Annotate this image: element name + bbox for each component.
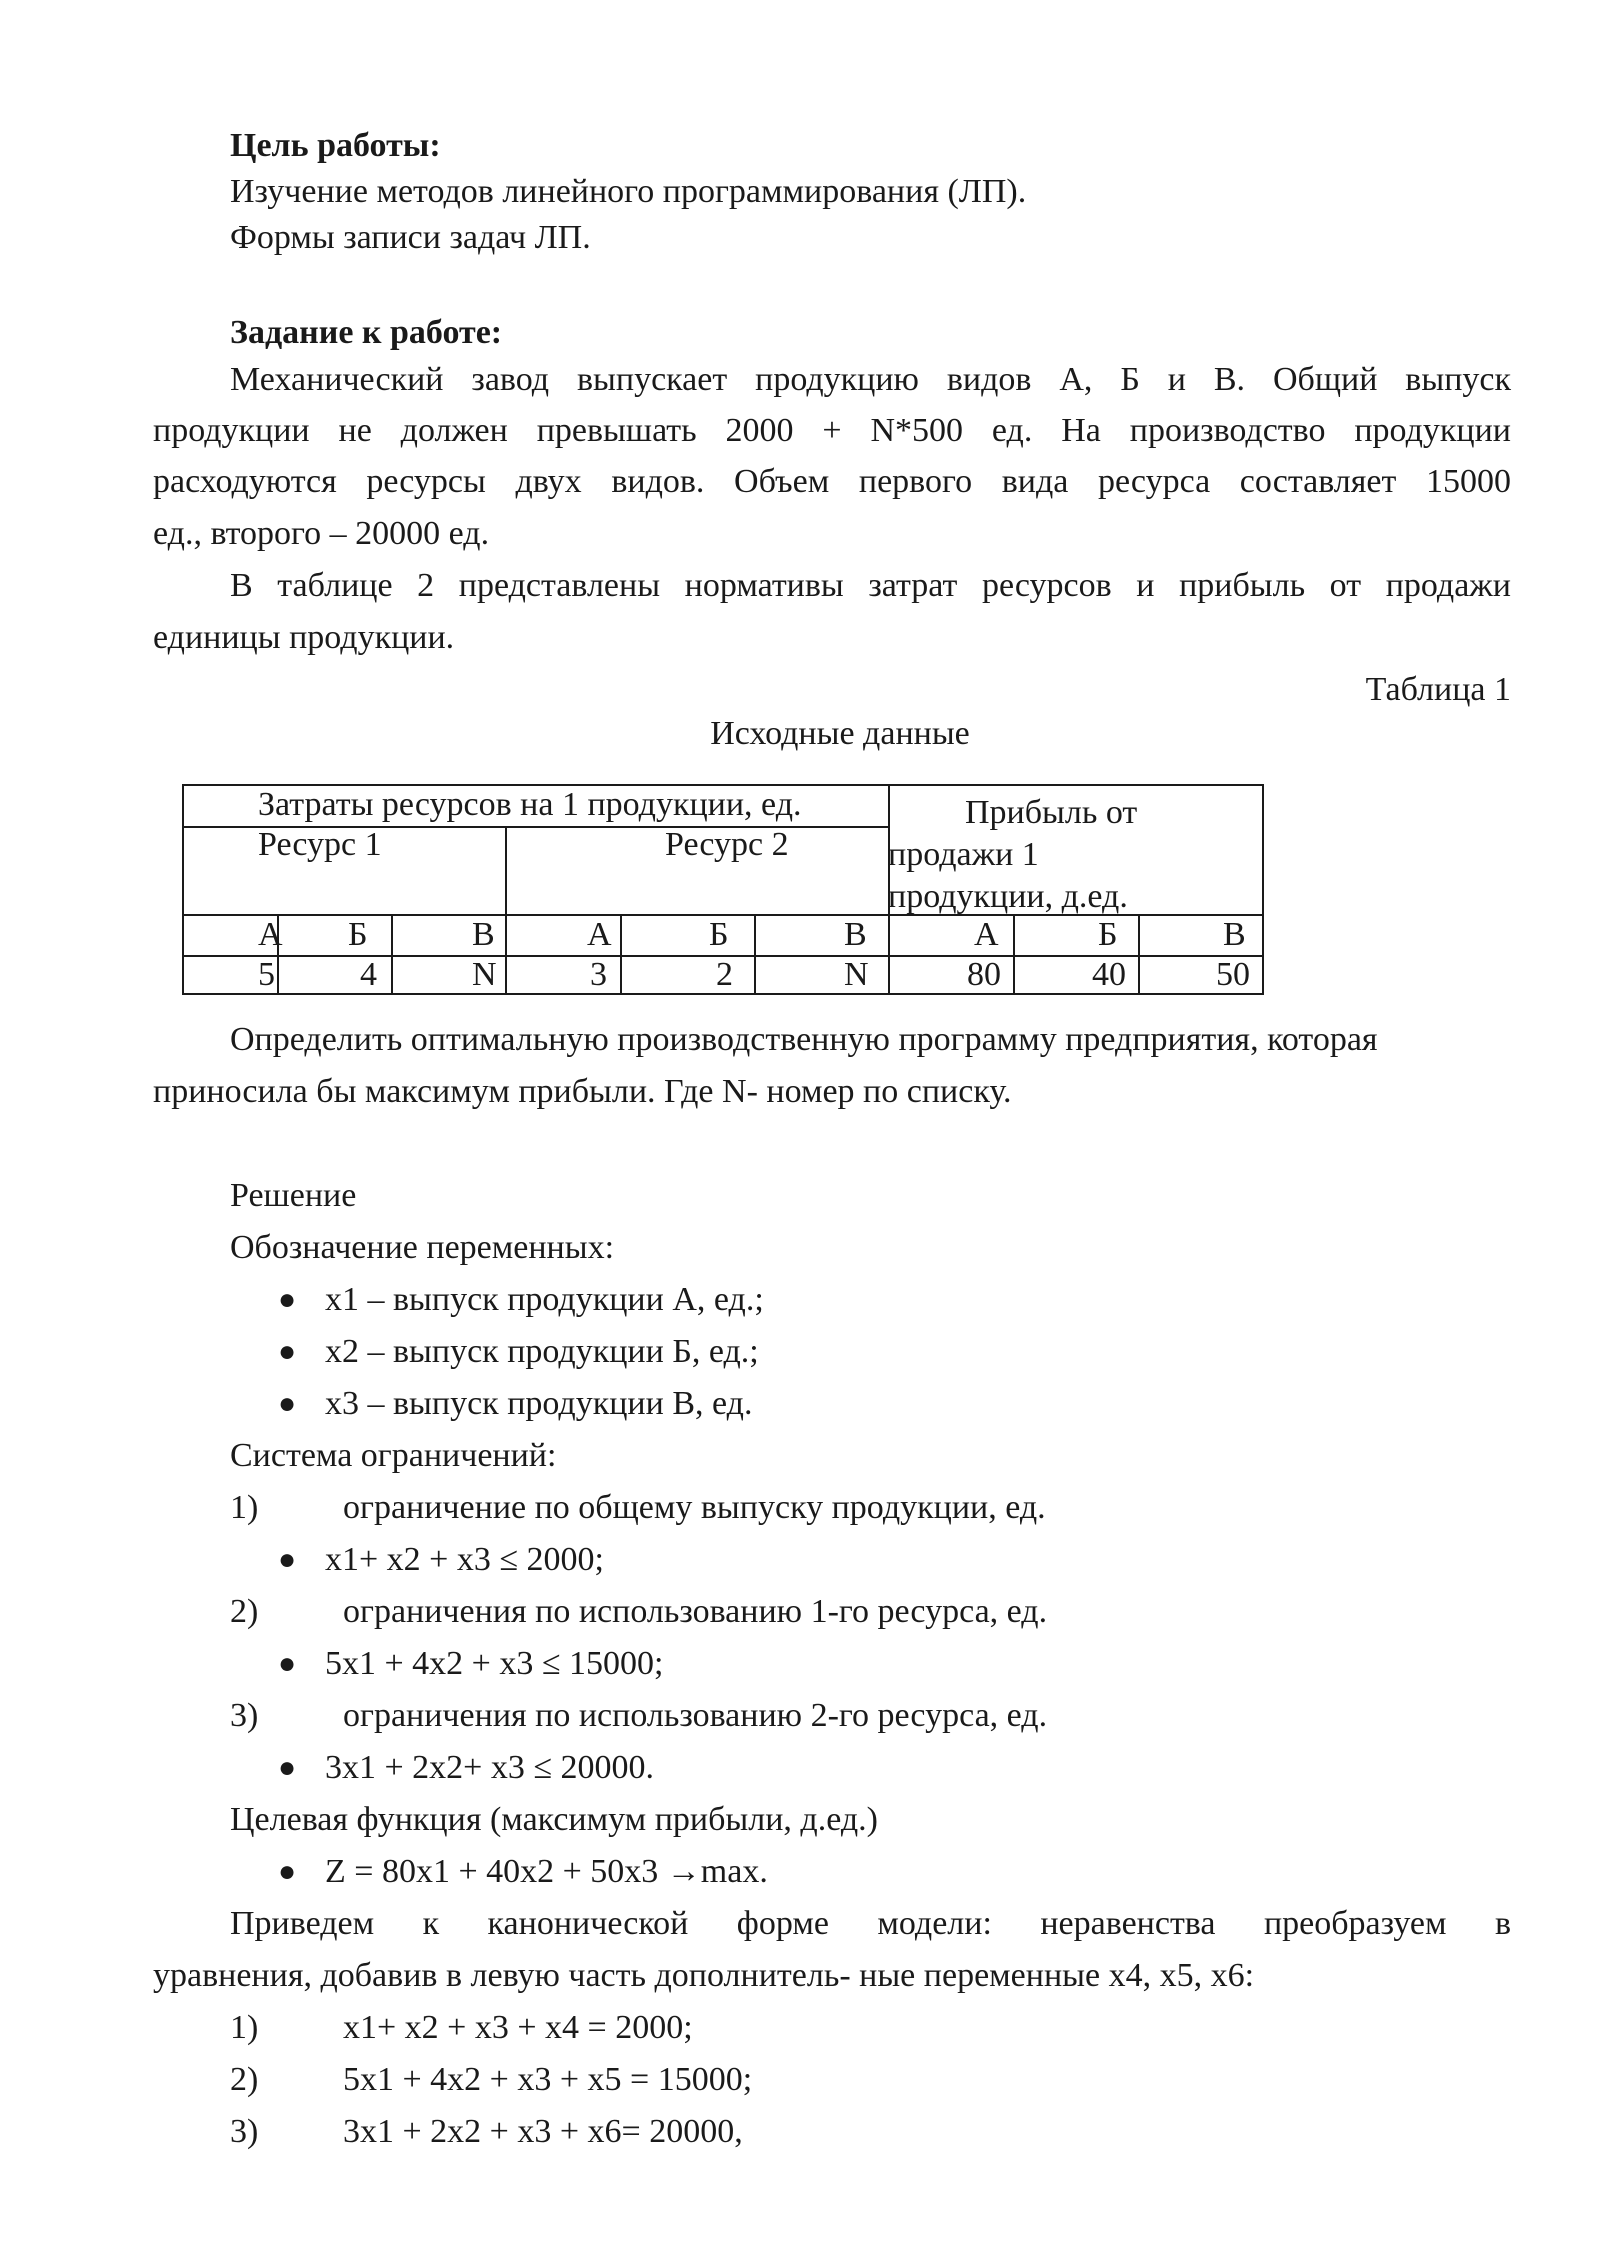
goal-heading: Цель работы: bbox=[230, 127, 441, 164]
canonical-equation: 3x1 + 2x2 + x3 + x6= 20000, bbox=[343, 2113, 743, 2150]
bullet-icon: ● bbox=[278, 1647, 297, 1680]
header-profit-line-3: продукции, д.ед. bbox=[888, 878, 1128, 915]
value-cell: N bbox=[472, 956, 497, 993]
canonical-number: 2) bbox=[230, 2061, 259, 2098]
solution-heading: Решение bbox=[230, 1177, 357, 1214]
constraint-number: 3) bbox=[230, 1697, 259, 1734]
constraint-formula: 3x1 + 2x2+ x3 ≤ 20000. bbox=[325, 1749, 655, 1786]
canonical-number: 1) bbox=[230, 2009, 259, 2046]
product-cell: А bbox=[974, 916, 999, 953]
value-cell: 80 bbox=[967, 956, 1001, 993]
product-cell: В bbox=[472, 916, 495, 953]
value-cell: 4 bbox=[360, 956, 377, 993]
product-cell: В bbox=[844, 916, 867, 953]
goal-line-1: Изучение методов линейного программирования (ЛП). bbox=[230, 173, 1027, 210]
header-resource-1: Ресурс 1 bbox=[258, 826, 382, 863]
bullet-icon: ● bbox=[278, 1543, 297, 1576]
variable-item: x3 – выпуск продукции В, ед. bbox=[325, 1385, 753, 1422]
task-paragraph-1-line-1: Механический завод выпускает продукцию видов А, Б и В. Общий выпуск bbox=[230, 361, 1511, 398]
constraint-number: 1) bbox=[230, 1489, 259, 1526]
table-number: Таблица 1 bbox=[1365, 671, 1511, 708]
task-paragraph-1-line-4: ед., второго – 20000 ед. bbox=[153, 515, 490, 552]
constraint-formula: x1+ x2 + x3 ≤ 2000; bbox=[325, 1541, 604, 1578]
canonical-intro-line-1: Приведем к канонической форме модели: неравенства преобразуем в bbox=[230, 1905, 1511, 1942]
task-heading: Задание к работе: bbox=[230, 314, 503, 351]
header-resource-2: Ресурс 2 bbox=[665, 826, 789, 863]
value-cell: 3 bbox=[590, 956, 607, 993]
objective-heading: Целевая функция (максимум прибыли, д.ед.) bbox=[230, 1801, 878, 1838]
task-paragraph-1-line-3: расходуются ресурсы двух видов. Объем первого вида ресурса составляет 15000 bbox=[153, 463, 1511, 500]
constraint-number: 2) bbox=[230, 1593, 259, 1630]
table-caption: Исходные данные bbox=[710, 715, 970, 752]
variable-item: x1 – выпуск продукции А, ед.; bbox=[325, 1281, 764, 1318]
product-cell: Б bbox=[1098, 916, 1118, 953]
bullet-icon: ● bbox=[278, 1283, 297, 1316]
canonical-intro-line-2: уравнения, добавив в левую часть дополнитель- ные переменные x4, x5, x6: bbox=[153, 1957, 1255, 1994]
product-cell: В bbox=[1223, 916, 1246, 953]
canonical-equation: 5x1 + 4x2 + x3 + x5 = 15000; bbox=[343, 2061, 753, 2098]
bullet-icon: ● bbox=[278, 1387, 297, 1420]
constraint-description: ограничение по общему выпуску продукции, ед. bbox=[343, 1489, 1046, 1526]
value-cell: 40 bbox=[1092, 956, 1126, 993]
product-cell: А bbox=[587, 916, 612, 953]
value-cell: 5 bbox=[258, 956, 275, 993]
product-cell: А bbox=[258, 916, 283, 953]
conclusion-line-1: Определить оптимальную производственную программу предприятия, которая bbox=[230, 1021, 1378, 1058]
goal-line-2: Формы записи задач ЛП. bbox=[230, 219, 591, 256]
variable-item: x2 – выпуск продукции Б, ед.; bbox=[325, 1333, 759, 1370]
objective-formula: Z = 80x1 + 40x2 + 50x3 →max. bbox=[325, 1853, 768, 1890]
value-cell: 50 bbox=[1216, 956, 1250, 993]
variables-heading: Обозначение переменных: bbox=[230, 1229, 615, 1266]
value-cell: N bbox=[844, 956, 869, 993]
task-paragraph-2-line-2: единицы продукции. bbox=[153, 619, 455, 656]
task-paragraph-2-line-1: В таблице 2 представлены нормативы затрат ресурсов и прибыль от продажи bbox=[230, 567, 1511, 604]
conclusion-line-2: приносила бы максимум прибыли. Где N- номер по списку. bbox=[153, 1073, 1012, 1110]
value-cell: 2 bbox=[716, 956, 733, 993]
header-resource-costs: Затраты ресурсов на 1 продукции, ед. bbox=[258, 786, 802, 823]
bullet-icon: ● bbox=[278, 1855, 297, 1888]
product-cell: Б bbox=[709, 916, 729, 953]
bullet-icon: ● bbox=[278, 1751, 297, 1784]
constraints-heading: Система ограничений: bbox=[230, 1437, 557, 1474]
constraint-description: ограничения по использованию 2-го ресурса, ед. bbox=[343, 1697, 1048, 1734]
canonical-number: 3) bbox=[230, 2113, 259, 2150]
header-profit-line-1: Прибыль от bbox=[965, 794, 1138, 831]
constraint-description: ограничения по использованию 1-го ресурса, ед. bbox=[343, 1593, 1048, 1630]
header-profit-line-2: продажи 1 bbox=[888, 836, 1039, 873]
data-table bbox=[182, 784, 1264, 995]
constraint-formula: 5x1 + 4x2 + x3 ≤ 15000; bbox=[325, 1645, 664, 1682]
product-cell: Б bbox=[348, 916, 368, 953]
canonical-equation: x1+ x2 + x3 + x4 = 2000; bbox=[343, 2009, 693, 2046]
task-paragraph-1-line-2: продукции не должен превышать 2000 + N*500 ед. На производство продукции bbox=[153, 412, 1511, 449]
bullet-icon: ● bbox=[278, 1335, 297, 1368]
